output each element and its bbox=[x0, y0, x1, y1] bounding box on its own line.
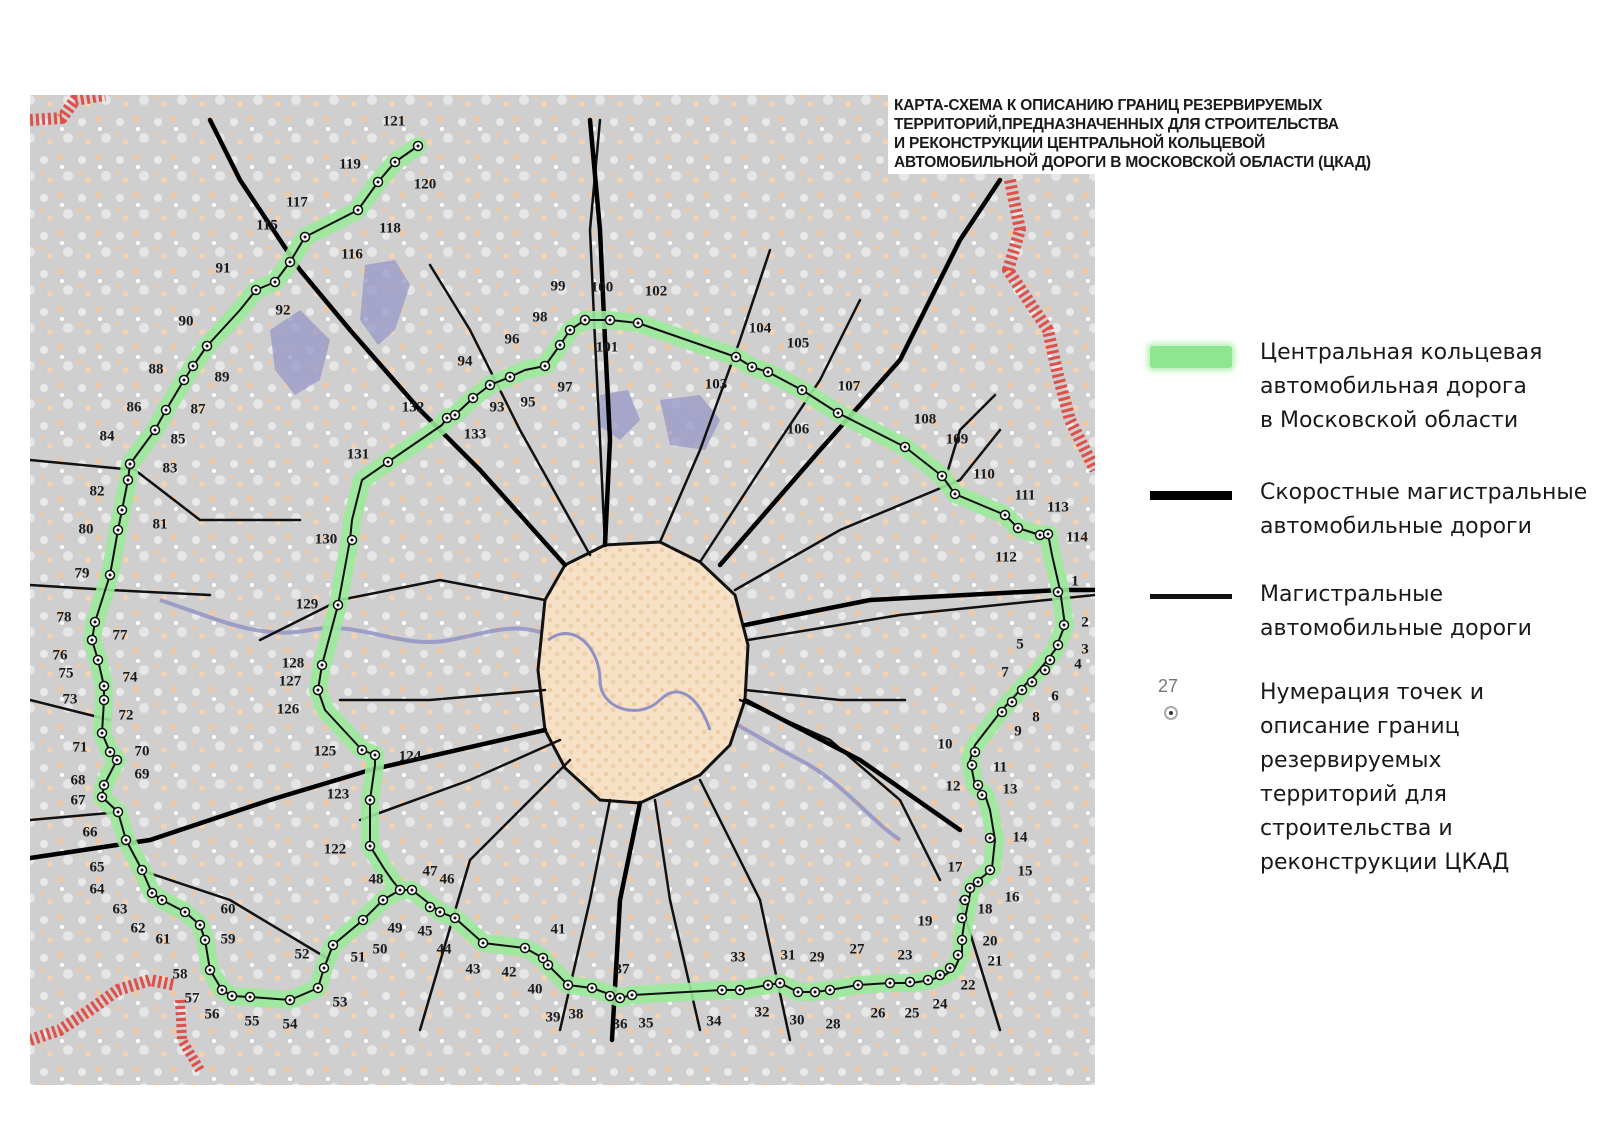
point-label: 90 bbox=[178, 313, 194, 330]
boundary-point-dot bbox=[767, 984, 770, 987]
boundary-point-dot bbox=[814, 991, 817, 994]
point-label: 85 bbox=[170, 431, 186, 448]
boundary-point-dot bbox=[961, 939, 964, 942]
point-label: 27 bbox=[849, 941, 865, 958]
boundary-point-dot bbox=[417, 145, 420, 148]
boundary-point-dot bbox=[1063, 624, 1066, 627]
point-label: 18 bbox=[977, 901, 993, 918]
point-label: 97 bbox=[557, 379, 573, 396]
point-label: 8 bbox=[1032, 709, 1040, 726]
point-label: 92 bbox=[275, 302, 291, 319]
boundary-point-dot bbox=[446, 417, 449, 420]
point-label: 114 bbox=[1066, 529, 1088, 546]
boundary-point-dot bbox=[351, 539, 354, 542]
point-label: 67 bbox=[70, 792, 86, 809]
point-label: 13 bbox=[1002, 781, 1018, 798]
point-label: 55 bbox=[244, 1013, 260, 1030]
boundary-point-dot bbox=[117, 811, 120, 814]
boundary-point-dot bbox=[609, 995, 612, 998]
point-label: 11 bbox=[992, 759, 1008, 776]
point-label: 100 bbox=[590, 279, 614, 296]
boundary-point-dot bbox=[1044, 669, 1047, 672]
boundary-point-dot bbox=[117, 529, 120, 532]
point-label: 81 bbox=[152, 516, 168, 533]
boundary-point-dot bbox=[837, 412, 840, 415]
boundary-point-dot bbox=[369, 799, 372, 802]
boundary-point-dot bbox=[97, 659, 100, 662]
point-label: 75 bbox=[58, 665, 74, 682]
boundary-point-dot bbox=[439, 911, 442, 914]
point-label: 35 bbox=[638, 1015, 654, 1032]
boundary-point-dot bbox=[209, 969, 212, 972]
point-label: 69 bbox=[134, 766, 150, 783]
boundary-point-dot bbox=[274, 281, 277, 284]
point-label: 74 bbox=[122, 669, 138, 686]
point-label: 87 bbox=[190, 401, 206, 418]
boundary-point-dot bbox=[91, 639, 94, 642]
boundary-point-dot bbox=[949, 967, 952, 970]
boundary-point-dot bbox=[472, 397, 475, 400]
point-label: 12 bbox=[945, 778, 961, 795]
boundary-point-dot bbox=[411, 889, 414, 892]
boundary-point-dot bbox=[542, 957, 545, 960]
point-label: 64 bbox=[89, 881, 105, 898]
point-label: 34 bbox=[706, 1013, 722, 1030]
point-label: 39 bbox=[545, 1009, 561, 1026]
boundary-point-dot bbox=[362, 919, 365, 922]
point-label: 16 bbox=[1004, 889, 1020, 906]
point-label: 24 bbox=[932, 996, 948, 1013]
point-label: 132 bbox=[401, 399, 425, 416]
boundary-point-dot bbox=[941, 475, 944, 478]
point-label: 125 bbox=[313, 743, 337, 760]
boundary-point-dot bbox=[584, 319, 587, 322]
point-label: 116 bbox=[341, 246, 363, 263]
point-label: 66 bbox=[82, 824, 98, 841]
point-label: 20 bbox=[982, 933, 998, 950]
point-label: 76 bbox=[52, 647, 68, 664]
point-label: 124 bbox=[398, 748, 422, 765]
point-label: 118 bbox=[379, 220, 401, 237]
legend-line: автомобильные дороги bbox=[1260, 616, 1532, 641]
boundary-point-dot bbox=[739, 989, 742, 992]
boundary-point-dot bbox=[939, 974, 942, 977]
boundary-point-dot bbox=[206, 345, 209, 348]
point-label: 131 bbox=[346, 446, 370, 463]
point-label: 113 bbox=[1047, 499, 1069, 516]
boundary-point-dot bbox=[509, 376, 512, 379]
point-label: 2 bbox=[1081, 614, 1089, 631]
point-label: 15 bbox=[1017, 863, 1033, 880]
boundary-point-dot bbox=[337, 604, 340, 607]
boundary-point-dot bbox=[321, 664, 324, 667]
point-label: 79 bbox=[74, 565, 90, 582]
boundary-point-dot bbox=[387, 461, 390, 464]
point-label: 93 bbox=[489, 399, 505, 416]
point-label: 62 bbox=[130, 920, 146, 937]
point-label: 110 bbox=[973, 466, 995, 483]
point-label: 101 bbox=[595, 339, 619, 356]
boundary-point-dot bbox=[927, 979, 930, 982]
point-label: 73 bbox=[62, 691, 78, 708]
boundary-point-dot bbox=[103, 685, 106, 688]
boundary-point-dot bbox=[971, 764, 974, 767]
point-label: 117 bbox=[286, 194, 308, 211]
boundary-point-dot bbox=[735, 356, 738, 359]
boundary-point-dot bbox=[199, 924, 202, 927]
boundary-point-dot bbox=[429, 906, 432, 909]
map-title-line: И РЕКОНСТРУКЦИИ ЦЕНТРАЛЬНОЙ КОЛЬЦЕВОЙ bbox=[894, 135, 1266, 152]
point-marker-icon bbox=[1164, 706, 1178, 720]
point-label: 40 bbox=[527, 981, 543, 998]
point-label: 80 bbox=[78, 521, 94, 538]
point-label: 65 bbox=[89, 859, 105, 876]
boundary-point-dot bbox=[332, 944, 335, 947]
point-label: 41 bbox=[550, 921, 566, 938]
boundary-point-dot bbox=[544, 365, 547, 368]
boundary-point-dot bbox=[165, 409, 168, 412]
point-label: 6 bbox=[1051, 688, 1059, 705]
boundary-point-dot bbox=[1021, 689, 1024, 692]
boundary-point-dot bbox=[989, 869, 992, 872]
boundary-point-dot bbox=[394, 161, 397, 164]
map-area[interactable] bbox=[30, 95, 1095, 1085]
boundary-point-dot bbox=[154, 429, 157, 432]
point-label: 50 bbox=[372, 941, 388, 958]
point-label: 89 bbox=[214, 369, 230, 386]
point-label: 128 bbox=[281, 655, 305, 672]
point-label: 31 bbox=[780, 947, 796, 964]
point-label: 68 bbox=[70, 772, 86, 789]
point-label: 58 bbox=[172, 966, 188, 983]
point-label: 95 bbox=[520, 394, 536, 411]
point-label: 78 bbox=[56, 609, 72, 626]
boundary-point-dot bbox=[129, 463, 132, 466]
boundary-point-dot bbox=[779, 982, 782, 985]
boundary-point-dot bbox=[829, 989, 832, 992]
legend-line: Центральная кольцевая bbox=[1260, 340, 1543, 365]
point-label: 10 bbox=[937, 736, 953, 753]
boundary-point-dot bbox=[103, 699, 106, 702]
boundary-point-dot bbox=[489, 384, 492, 387]
boundary-point-dot bbox=[369, 845, 372, 848]
boundary-point-dot bbox=[977, 881, 980, 884]
boundary-point-dot bbox=[954, 493, 957, 496]
legend-line: Магистральные bbox=[1260, 582, 1443, 607]
point-label: 98 bbox=[532, 309, 548, 326]
point-label: 21 bbox=[987, 953, 1003, 970]
point-label: 105 bbox=[786, 335, 810, 352]
point-label: 48 bbox=[368, 871, 384, 888]
point-label: 129 bbox=[295, 596, 319, 613]
boundary-point-dot bbox=[317, 689, 320, 692]
boundary-point-dot bbox=[904, 446, 907, 449]
point-label: 96 bbox=[504, 331, 520, 348]
point-label: 88 bbox=[148, 361, 164, 378]
boundary-point-dot bbox=[637, 322, 640, 325]
boundary-point-dot bbox=[989, 837, 992, 840]
boundary-point-dot bbox=[1011, 701, 1014, 704]
boundary-point-dot bbox=[289, 261, 292, 264]
boundary-point-dot bbox=[547, 964, 550, 967]
point-label: 130 bbox=[314, 531, 338, 548]
boundary-point-dot bbox=[304, 236, 307, 239]
point-label: 7 bbox=[1001, 664, 1009, 681]
point-label: 104 bbox=[748, 320, 772, 337]
legend-line: автомобильные дороги bbox=[1260, 514, 1532, 539]
point-label: 5 bbox=[1016, 636, 1024, 653]
point-label: 23 bbox=[897, 947, 913, 964]
point-label: 56 bbox=[204, 1006, 220, 1023]
boundary-point-dot bbox=[183, 379, 186, 382]
point-label: 99 bbox=[550, 278, 566, 295]
boundary-point-dot bbox=[151, 892, 154, 895]
point-label: 49 bbox=[387, 920, 403, 937]
boundary-point-dot bbox=[619, 997, 622, 1000]
point-label: 111 bbox=[1014, 487, 1036, 504]
point-label: 115 bbox=[256, 217, 278, 234]
point-label: 30 bbox=[789, 1012, 805, 1029]
point-label: 71 bbox=[72, 739, 88, 756]
boundary-point-dot bbox=[361, 749, 364, 752]
boundary-point-dot bbox=[1031, 681, 1034, 684]
point-label: 1 bbox=[1071, 573, 1079, 590]
boundary-point-dot bbox=[977, 784, 980, 787]
boundary-point-dot bbox=[357, 209, 360, 212]
legend-line: автомобильная дорога bbox=[1260, 374, 1527, 399]
map-title-line: КАРТА-СХЕМА К ОПИСАНИЮ ГРАНИЦ РЕЗЕРВИРУЕМЫХ bbox=[894, 97, 1323, 114]
boundary-point-dot bbox=[1039, 534, 1042, 537]
boundary-point-dot bbox=[101, 796, 104, 799]
point-label: 109 bbox=[945, 431, 969, 448]
boundary-point-dot bbox=[454, 414, 457, 417]
point-label: 120 bbox=[413, 176, 437, 193]
point-label: 126 bbox=[276, 701, 300, 718]
boundary-point-dot bbox=[751, 366, 754, 369]
point-label: 44 bbox=[436, 941, 452, 958]
boundary-point-dot bbox=[569, 329, 572, 332]
boundary-point-dot bbox=[323, 967, 326, 970]
point-label: 86 bbox=[126, 399, 142, 416]
boundary-point-dot bbox=[374, 754, 377, 757]
boundary-point-dot bbox=[1057, 644, 1060, 647]
boundary-point-dot bbox=[721, 989, 724, 992]
point-label: 107 bbox=[837, 378, 861, 395]
map-title-line: АВТОМОБИЛЬНОЙ ДОРОГИ В МОСКОВСКОЙ ОБЛАСТИ (ЦКАД) bbox=[894, 154, 1371, 171]
boundary-point-dot bbox=[909, 981, 912, 984]
legend-line: описание границ bbox=[1260, 714, 1460, 739]
boundary-point-dot bbox=[249, 996, 252, 999]
boundary-point-dot bbox=[317, 987, 320, 990]
point-label: 54 bbox=[282, 1016, 298, 1033]
map-scheme[interactable] bbox=[30, 95, 1095, 1085]
point-label: 84 bbox=[99, 428, 115, 445]
point-label: 46 bbox=[439, 871, 455, 888]
point-label: 77 bbox=[112, 627, 128, 644]
point-label: 51 bbox=[350, 949, 366, 966]
legend-line: территорий для bbox=[1260, 782, 1447, 807]
point-label: 36 bbox=[612, 1016, 628, 1033]
boundary-point-legend-icon bbox=[1150, 676, 1210, 736]
boundary-point-dot bbox=[231, 995, 234, 998]
point-label: 83 bbox=[162, 460, 178, 477]
point-label: 94 bbox=[457, 353, 473, 370]
boundary-point-dot bbox=[631, 994, 634, 997]
boundary-point-dot bbox=[797, 991, 800, 994]
point-label: 47 bbox=[422, 863, 438, 880]
point-label: 33 bbox=[730, 949, 746, 966]
point-label: 119 bbox=[339, 156, 361, 173]
point-label: 37 bbox=[614, 961, 630, 978]
point-label: 43 bbox=[465, 961, 481, 978]
boundary-point-dot bbox=[103, 784, 106, 787]
point-label: 121 bbox=[382, 113, 406, 130]
boundary-point-dot bbox=[255, 289, 258, 292]
boundary-point-dot bbox=[801, 389, 804, 392]
point-label: 123 bbox=[326, 786, 350, 803]
boundary-point-dot bbox=[399, 889, 402, 892]
legend-line: строительства и bbox=[1260, 816, 1453, 841]
point-label: 29 bbox=[809, 949, 825, 966]
point-label: 9 bbox=[1014, 723, 1022, 740]
boundary-point-dot bbox=[559, 344, 562, 347]
point-label: 22 bbox=[960, 977, 976, 994]
boundary-point-dot bbox=[127, 479, 130, 482]
boundary-point-dot bbox=[1047, 533, 1050, 536]
point-label: 28 bbox=[825, 1016, 841, 1033]
boundary-point-dot bbox=[1049, 659, 1052, 662]
boundary-point-dot bbox=[974, 751, 977, 754]
boundary-point-dot bbox=[454, 917, 457, 920]
point-label: 25 bbox=[904, 1005, 920, 1022]
boundary-point-dot bbox=[94, 621, 97, 624]
legend-line: Нумерация точек и bbox=[1260, 680, 1485, 705]
boundary-point-dot bbox=[125, 839, 128, 842]
point-label: 60 bbox=[220, 901, 236, 918]
boundary-point-dot bbox=[767, 371, 770, 374]
point-label: 26 bbox=[870, 1005, 886, 1022]
point-label: 14 bbox=[1012, 829, 1028, 846]
point-label: 82 bbox=[89, 483, 105, 500]
point-label: 112 bbox=[995, 549, 1017, 566]
point-label: 91 bbox=[215, 260, 231, 277]
boundary-point-dot bbox=[1004, 514, 1007, 517]
boundary-point-dot bbox=[1001, 711, 1004, 714]
boundary-point-dot bbox=[964, 899, 967, 902]
point-label: 38 bbox=[568, 1006, 584, 1023]
boundary-point-dot bbox=[192, 365, 195, 368]
point-label: 59 bbox=[220, 931, 236, 948]
point-label: 45 bbox=[417, 923, 433, 940]
point-label: 4 bbox=[1074, 656, 1082, 673]
boundary-point-dot bbox=[1057, 591, 1060, 594]
boundary-point-dot bbox=[567, 984, 570, 987]
point-label: 53 bbox=[332, 994, 348, 1011]
boundary-point-dot bbox=[591, 987, 594, 990]
boundary-point-dot bbox=[382, 899, 385, 902]
point-label: 32 bbox=[754, 1004, 770, 1021]
point-label: 70 bbox=[134, 743, 150, 760]
point-label: 108 bbox=[913, 411, 937, 428]
trunk-road-legend-icon bbox=[1150, 594, 1232, 599]
point-label: 19 bbox=[917, 913, 933, 930]
boundary-point-dot bbox=[524, 947, 527, 950]
boundary-point-dot bbox=[957, 954, 960, 957]
boundary-point-dot bbox=[981, 794, 984, 797]
boundary-point-dot bbox=[101, 732, 104, 735]
express-road-legend-icon bbox=[1150, 491, 1232, 500]
boundary-point-dot bbox=[121, 509, 124, 512]
legend-line: в Московской области bbox=[1260, 408, 1519, 433]
point-label: 42 bbox=[501, 964, 517, 981]
legend-line: реконструкции ЦКАД bbox=[1260, 850, 1510, 875]
point-label: 102 bbox=[644, 283, 668, 300]
boundary-point-dot bbox=[1017, 527, 1020, 530]
point-label: 72 bbox=[118, 707, 134, 724]
boundary-point-dot bbox=[221, 989, 224, 992]
point-label: 127 bbox=[278, 673, 302, 690]
boundary-point-dot bbox=[204, 939, 207, 942]
boundary-point-dot bbox=[969, 887, 972, 890]
boundary-point-dot bbox=[609, 319, 612, 322]
point-label: 122 bbox=[323, 841, 347, 858]
map-title-line: ТЕРРИТОРИЙ,ПРЕДНАЗНАЧЕННЫХ ДЛЯ СТРОИТЕЛЬСТВА bbox=[894, 116, 1339, 133]
boundary-point-dot bbox=[109, 751, 112, 754]
boundary-point-dot bbox=[889, 982, 892, 985]
ring-road-legend-icon bbox=[1150, 346, 1232, 368]
point-label: 3 bbox=[1081, 641, 1089, 658]
boundary-point-dot bbox=[184, 911, 187, 914]
point-label: 17 bbox=[947, 859, 963, 876]
point-label: 61 bbox=[155, 931, 171, 948]
point-label: 52 bbox=[294, 946, 310, 963]
point-label: 106 bbox=[786, 421, 810, 438]
sample-point-number: 27 bbox=[1158, 676, 1179, 696]
boundary-point-dot bbox=[377, 181, 380, 184]
map-title bbox=[888, 94, 1540, 174]
boundary-point-dot bbox=[857, 984, 860, 987]
point-label: 63 bbox=[112, 901, 128, 918]
boundary-point-dot bbox=[116, 759, 119, 762]
legend-line: резервируемых bbox=[1260, 748, 1442, 773]
point-label: 133 bbox=[463, 426, 487, 443]
point-label: 57 bbox=[184, 990, 200, 1007]
point-label: 103 bbox=[704, 376, 728, 393]
boundary-point-dot bbox=[482, 942, 485, 945]
legend-line: Скоростные магистральные bbox=[1260, 480, 1588, 505]
boundary-point-dot bbox=[289, 999, 292, 1002]
boundary-point-dot bbox=[961, 917, 964, 920]
boundary-point-dot bbox=[161, 899, 164, 902]
boundary-point-dot bbox=[141, 869, 144, 872]
boundary-point-dot bbox=[109, 574, 112, 577]
